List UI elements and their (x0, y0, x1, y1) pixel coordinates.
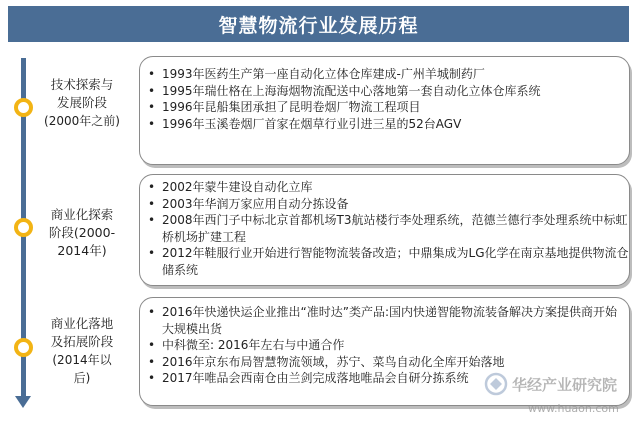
huajing-logo-icon (484, 372, 508, 396)
list-item: • 2017年唯品会西南仓由兰剑完成落地唯品会自研分拣系统 (162, 370, 629, 387)
stage-box-1 (139, 56, 630, 165)
stage-marker-3 (14, 338, 33, 357)
page-title: 智慧物流行业发展历程 (218, 14, 419, 37)
stage-label-line: 2014年) (57, 243, 107, 258)
stage-label-2 (34, 206, 130, 260)
stage-label-3 (34, 315, 130, 387)
event-list (140, 66, 629, 132)
stage-marker-2 (14, 218, 33, 237)
list-item: • 中科微至: 2016年左右与中通合作 (162, 337, 629, 354)
stage-label-line: 及拓展阶段 (50, 334, 114, 349)
list-item: • 1993年医药生产第一座自动化立体仓库建成-广州羊城制药厂 (162, 66, 629, 83)
list-item: • 2002年蒙牛建设自动化立库 (162, 179, 629, 196)
watermark-name: 华经产业研究院 (512, 375, 618, 394)
stage-label-line: 商业化探索 (50, 207, 114, 222)
stage-label-line: 技术探索与 (50, 77, 114, 92)
list-item: • 2016年京东布局智慧物流领域，苏宁、菜鸟自动化全库开始落地 (162, 354, 629, 371)
stage-label-line: 商业化落地 (50, 316, 114, 331)
stage-label-line: (2000年之前) (44, 114, 120, 128)
list-item: • 1996年玉溪卷烟厂首家在烟草行业引进三星的52台AGV (162, 116, 629, 133)
stage-label-1 (34, 76, 130, 130)
watermark-url: www.huaon.com (528, 402, 619, 415)
stage-label-line: 发展阶段 (56, 95, 107, 110)
stage-label-line: 后) (73, 371, 91, 385)
watermark (484, 372, 617, 396)
list-item: • 1995年瑞仕格在上海海烟物流配送中心落地第一套自动化立体仓库系统 (162, 83, 629, 100)
timeline-arrow-icon (15, 396, 31, 408)
list-item: • 2008年西门子中标北京首都机场T3航站楼行李处理系统，范德兰德行李处理系统中标虹桥机场扩建工程 (162, 212, 629, 245)
list-item: • 2003年华润万家应用自动分拣设备 (162, 196, 629, 213)
stage-label-line: 阶段(2000- (48, 225, 116, 240)
list-item: • 2012年鞋服行业开始进行智能物流装备改造；中鼎集成为LG化学在南京基地提供物流仓储系统 (162, 245, 629, 278)
event-list (140, 179, 629, 278)
title-bar (8, 6, 629, 42)
stage-label-line: (2014年以 (52, 353, 112, 367)
stage-box-2 (139, 174, 630, 286)
list-item: • 1996年昆船集团承担了昆明卷烟厂物流工程项目 (162, 99, 629, 116)
list-item: • 2016年快递快运企业推出“准时达”类产品:国内快递智能物流装备解决方案提供商开始大规模出货 (162, 304, 629, 337)
stage-marker-1 (14, 98, 33, 117)
